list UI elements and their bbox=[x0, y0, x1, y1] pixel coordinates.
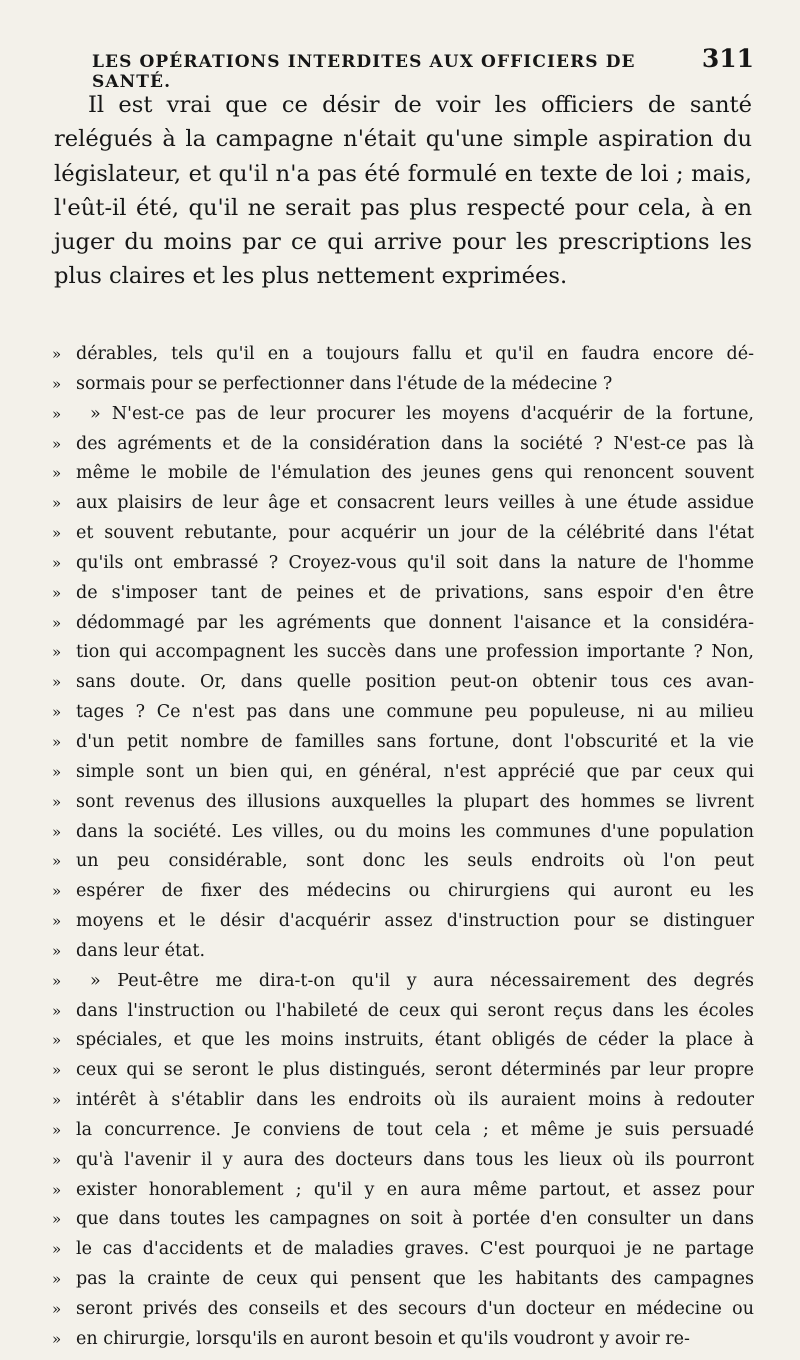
quote-line-text: dans leur état. bbox=[76, 940, 206, 961]
quote-line-text: ceux qui se seront le plus distingués, seront déterminés par leur propre bbox=[76, 1060, 754, 1081]
quote-line bbox=[52, 1026, 754, 1056]
quote-line-text: sans doute. Or, dans quelle position peut-on obtenir tous ces avan- bbox=[76, 672, 754, 693]
quote-line-text: espérer de fixer des médecins ou chirurgiens qui auront eu les bbox=[76, 881, 754, 902]
quote-line-text: qu'à l'avenir il y aura des docteurs dans tous les lieux où ils pourront bbox=[76, 1149, 754, 1170]
quote-line-text: que dans toutes les campagnes on soit à portée d'en consulter un dans bbox=[76, 1209, 754, 1230]
quote-mark: » bbox=[52, 1300, 62, 1318]
quote-line bbox=[52, 1146, 754, 1176]
quote-line bbox=[52, 400, 754, 430]
quote-line-text: sormais pour se perfectionner dans l'étude de la médecine ? bbox=[76, 373, 613, 394]
quote-line bbox=[52, 1086, 754, 1116]
quote-mark: » bbox=[52, 1270, 62, 1289]
quote-line-text: dédommagé par les agréments que donnent l'aisance et la considéra- bbox=[76, 612, 754, 633]
quote-mark: » bbox=[52, 1210, 62, 1229]
quote-mark: » bbox=[52, 464, 62, 483]
quote-mark: » bbox=[52, 852, 62, 871]
quote-mark: » bbox=[52, 494, 62, 513]
quote-line-text: et souvent rebutante, pour acquérir un jour de la célébrité dans l'état bbox=[76, 523, 754, 544]
quote-line bbox=[52, 1205, 754, 1235]
quote-line-text: exister honorablement ; qu'il y en aura même partout, et assez pour bbox=[76, 1179, 754, 1200]
quote-line bbox=[52, 818, 754, 848]
quote-line-text: » Peut-être me dira-t-on qu'il y aura nécessairement des degrés bbox=[90, 970, 754, 991]
quote-line bbox=[52, 937, 754, 967]
quote-line bbox=[52, 1325, 754, 1355]
quote-mark: » bbox=[52, 524, 62, 543]
quote-mark: » bbox=[52, 971, 62, 990]
quote-mark: » bbox=[52, 673, 62, 692]
quote-mark: » bbox=[52, 1001, 62, 1020]
quote-line bbox=[52, 728, 754, 758]
quote-mark: » bbox=[52, 1329, 62, 1348]
quote-line bbox=[52, 1116, 754, 1146]
quote-line bbox=[52, 430, 754, 460]
quote-line bbox=[52, 459, 754, 489]
quote-mark: » bbox=[52, 583, 62, 602]
quote-line-text: de s'imposer tant de peines et de privations, sans espoir d'en être bbox=[76, 582, 754, 603]
quote-line bbox=[52, 370, 754, 400]
quote-line-text: le cas d'accidents et de maladies graves. C'est pourquoi je ne partage bbox=[76, 1239, 754, 1260]
quote-line-text: tages ? Ce n'est pas dans une commune peu populeuse, ni au milieu bbox=[76, 702, 754, 723]
quote-line-text: des agréments et de la considération dans la société ? N'est-ce pas là bbox=[76, 433, 754, 454]
quote-mark: » bbox=[52, 822, 62, 841]
quote-line bbox=[52, 579, 754, 609]
quote-line-text: simple sont un bien qui, en général, n'est apprécié que par ceux qui bbox=[76, 761, 754, 782]
quote-mark: » bbox=[52, 1150, 62, 1169]
quote-line-text: seront privés des conseils et des secours d'un docteur en médecine ou bbox=[76, 1299, 754, 1319]
quote-line bbox=[52, 877, 754, 907]
quote-mark: » bbox=[52, 792, 62, 811]
quote-line bbox=[52, 519, 754, 549]
quote-mark: » bbox=[52, 613, 62, 632]
quote-mark: » bbox=[52, 1091, 62, 1110]
quote-line bbox=[52, 609, 754, 639]
quote-line bbox=[52, 638, 754, 668]
quote-line bbox=[52, 1176, 754, 1206]
quote-line-text: dans l'instruction ou l'habileté de ceux qui seront reçus dans les écoles bbox=[76, 1000, 754, 1021]
quote-mark: » bbox=[52, 941, 62, 960]
running-head-title: LES OPÉRATIONS INTERDITES AUX OFFICIERS DE SANTÉ. bbox=[92, 52, 636, 92]
intro-paragraph bbox=[54, 88, 752, 294]
quote-mark: » bbox=[52, 1120, 62, 1139]
quote-line bbox=[52, 788, 754, 818]
quote-line bbox=[52, 847, 754, 877]
quote-mark: » bbox=[52, 1061, 62, 1080]
quote-line bbox=[52, 340, 754, 370]
quote-line-text: aux plaisirs de leur âge et consacrent leurs veilles à une étude assidue bbox=[76, 493, 754, 514]
page-number: 311 bbox=[701, 44, 754, 73]
quote-line bbox=[52, 758, 754, 788]
running-head bbox=[92, 44, 754, 92]
quote-line-text: qu'ils ont embrassé ? Croyez-vous qu'il soit dans la nature de l'homme bbox=[76, 552, 754, 573]
quote-line bbox=[52, 1295, 754, 1325]
quote-mark: » bbox=[52, 762, 62, 781]
quote-line bbox=[52, 668, 754, 698]
quote-mark: » bbox=[52, 553, 62, 572]
quote-mark: » bbox=[52, 703, 62, 722]
quote-line bbox=[52, 1056, 754, 1086]
quote-line-text: en chirurgie, lorsqu'ils en auront besoin et qu'ils voudront y avoir re- bbox=[76, 1328, 690, 1349]
quote-line-text: d'un petit nombre de familles sans fortune, dont l'obscurité et la vie bbox=[76, 731, 754, 752]
quote-line bbox=[52, 549, 754, 579]
quote-line-text: sont revenus des illusions auxquelles la plupart des hommes se livrent bbox=[76, 791, 754, 812]
quote-line bbox=[52, 997, 754, 1027]
quote-line-text: même le mobile de l'émulation des jeunes gens qui renoncent souvent bbox=[76, 463, 754, 484]
quote-line bbox=[52, 489, 754, 519]
quote-line bbox=[52, 1235, 754, 1265]
quote-mark: » bbox=[52, 882, 62, 901]
quoted-text-block bbox=[52, 340, 754, 1355]
quote-line-text: moyens et le désir d'acquérir assez d'instruction pour se distinguer bbox=[76, 911, 754, 932]
quote-line bbox=[52, 1265, 754, 1295]
quote-mark: » bbox=[52, 404, 62, 423]
quote-line-text: dérables, tels qu'il en a toujours fallu et qu'il en faudra encore dé- bbox=[76, 344, 754, 364]
quote-mark: » bbox=[52, 732, 62, 751]
quote-mark: » bbox=[52, 1031, 62, 1050]
quote-line-text: dans la société. Les villes, ou du moins les communes d'une population bbox=[76, 821, 754, 842]
quote-line bbox=[52, 698, 754, 728]
quote-mark: » bbox=[52, 345, 62, 363]
quote-line-text: pas la crainte de ceux qui pensent que les habitants des campagnes bbox=[76, 1269, 754, 1290]
quote-line bbox=[52, 907, 754, 937]
intro-paragraph-text: Il est vrai que ce désir de voir les officiers de santé relégués à la campagne n'était qu'une simple aspiration du législateur, et qu'il n'a pas été formulé en texte de loi ; mais, l'eût-il été, qu'il ne serait pas plus respecté pour cela, à en juger du moins par ce qui arrive pour les prescriptions les plus claires et les plus nettement exprimées. bbox=[54, 92, 752, 290]
quote-line-text: spéciales, et que les moins instruits, étant obligés de céder la place à bbox=[76, 1030, 754, 1051]
quote-line-text: intérêt à s'établir dans les endroits où ils auraient moins à redouter bbox=[76, 1090, 754, 1111]
quote-mark: » bbox=[52, 434, 62, 453]
quote-line-text: un peu considérable, sont donc les seuls endroits où l'on peut bbox=[76, 851, 754, 872]
quote-mark: » bbox=[52, 643, 62, 662]
quote-line bbox=[52, 967, 754, 997]
quote-mark: » bbox=[52, 1180, 62, 1199]
quote-mark: » bbox=[52, 374, 62, 393]
quote-line-text: tion qui accompagnent les succès dans une profession importante ? Non, bbox=[76, 642, 754, 663]
quote-mark: » bbox=[52, 1240, 62, 1259]
quote-line-text: la concurrence. Je conviens de tout cela ; et même je suis persuadé bbox=[76, 1119, 754, 1140]
quote-line-text: » N'est-ce pas de leur procurer les moyens d'acquérir de la fortune, bbox=[90, 403, 754, 424]
quote-mark: » bbox=[52, 912, 62, 931]
